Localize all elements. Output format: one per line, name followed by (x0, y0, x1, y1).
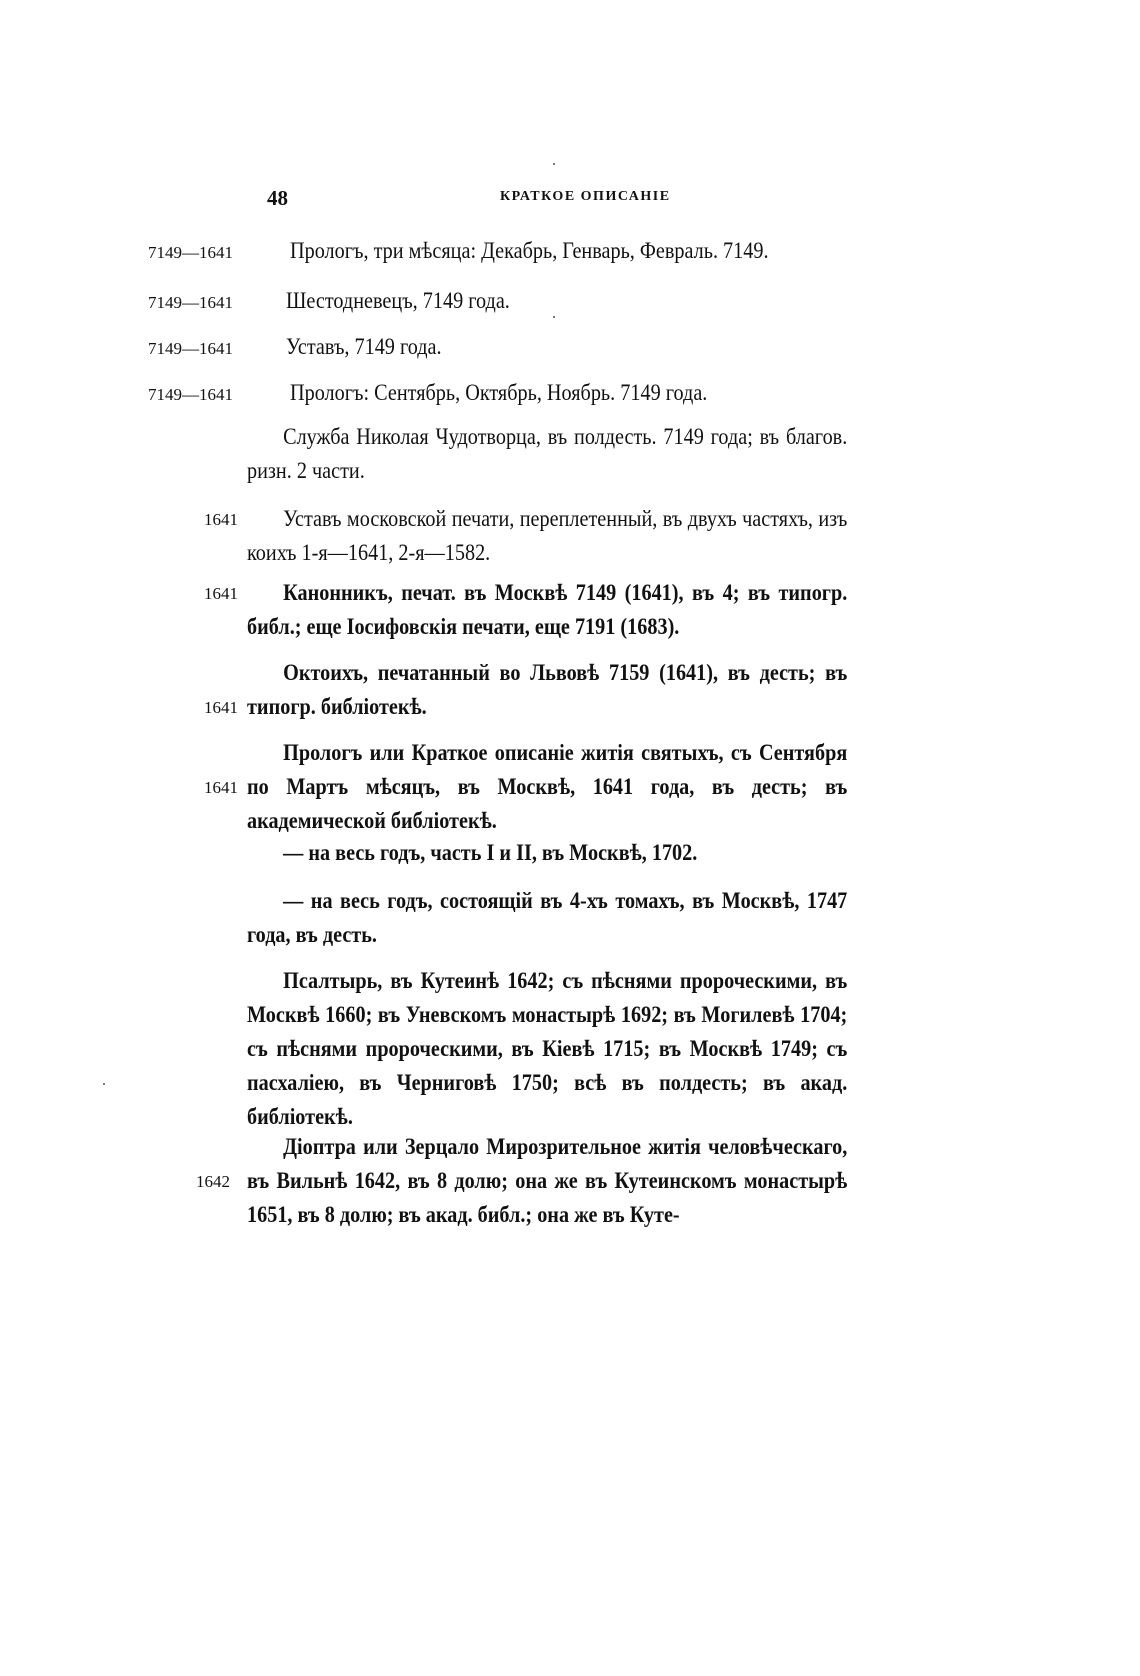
entry-date: 1641 (204, 778, 238, 797)
scan-speck (553, 163, 555, 165)
entry-date: 1641 (204, 698, 238, 717)
entry-text: Уставъ, 7149 года. (286, 334, 442, 360)
entry-date: 7149—1641 (148, 243, 233, 262)
scan-speck (553, 316, 555, 318)
entry-text: Октоихъ, печатанный во Львовѣ 7159 (1641), въ десть; въ типогр. библіотекѣ. (247, 660, 848, 720)
scan-speck (103, 1083, 105, 1085)
entry-text: — на весь годъ, часть I и II, въ Москвѣ, 1702. (283, 840, 698, 866)
page-header (0, 186, 1140, 210)
running-head: КРАТКОЕ ОПИСАНІЕ (500, 189, 671, 204)
entry-text: Прологъ: Сентябрь, Октябрь, Ноябрь. 7149 года. (290, 380, 708, 406)
entry-text: Прологъ, три мѣсяца: Декабрь, Генварь, Февраль. 7149. (290, 238, 769, 264)
entry-date: 7149—1641 (148, 339, 233, 358)
entry-date: 1641 (204, 584, 238, 603)
entry-text: Канонникъ, печат. въ Москвѣ 7149 (1641), въ 4; въ типогр. библ.; еще Іосифовскія печати, еще 7191 (1683). (247, 580, 848, 640)
entry-date: 7149—1641 (148, 293, 233, 312)
entry-date: 1642 (196, 1172, 230, 1191)
entry-text: Служба Николая Чудотворца, въ полдесть. 7149 года; въ благов. ризн. 2 части. (247, 424, 848, 484)
page-number: 48 (267, 186, 288, 210)
entry-text: Шестодневецъ, 7149 года. (286, 288, 510, 314)
entry-text: — на весь годъ, состоящій въ 4-хъ томахъ, въ Москвѣ, 1747 года, въ десть. (247, 888, 848, 948)
entry-date: 7149—1641 (148, 385, 233, 404)
entry-text: Уставъ московской печати, переплетенный, въ двухъ частяхъ, изъ коихъ 1-я—1641, 2-я—1582. (247, 506, 848, 566)
entry-text: Діоптра или Зерцало Мирозрительное житія человѣческаго, въ Вильнѣ 1642, въ 8 долю; она же въ Кутеинскомъ монастырѣ 1651, въ 8 долю; въ акад. библ.; она же въ Куте- (247, 1134, 848, 1228)
entry-text: Прологъ или Краткое описаніе житія святыхъ, съ Сентября по Мартъ мѣсяцъ, въ Москвѣ, 1641 года, въ десть; въ академической библіотекѣ. (247, 740, 848, 834)
entry-date: 1641 (204, 510, 238, 529)
entry-text: Псалтырь, въ Кутеинѣ 1642; съ пѣснями пророческими, въ Москвѣ 1660; въ Уневскомъ монастырѣ 1692; въ Могилевѣ 1704; съ пѣснями пророческими, въ Кіевѣ 1715; въ Москвѣ 1749; съ пасхаліею, въ Черниговѣ 1750; всѣ въ полдесть; въ акад. библіотекѣ. (247, 968, 848, 1130)
